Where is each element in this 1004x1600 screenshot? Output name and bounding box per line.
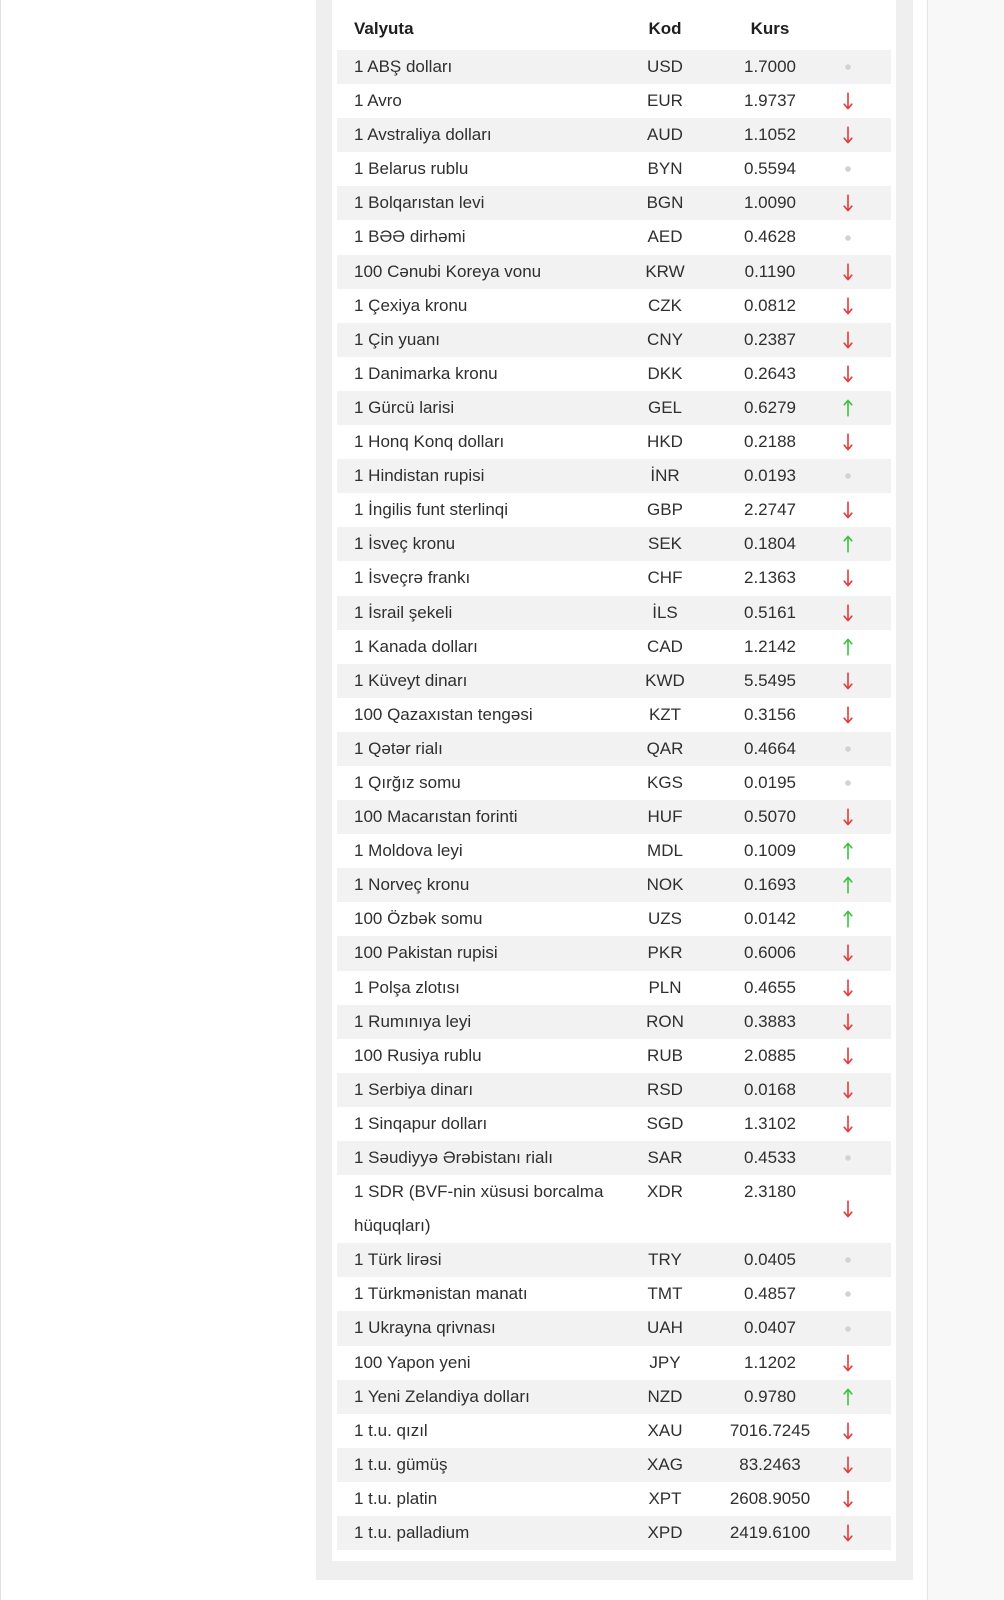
table-row [337,84,891,118]
exchange-rate: 83.2463 [718,1448,822,1482]
currency-code: MDL [647,841,683,861]
exchange-rate: 1.1052 [718,118,822,152]
currency-name: 1 Polşa zlotısı [354,977,460,997]
exchange-rate: 0.0407 [718,1311,822,1345]
currency-name: 1 Danimarka kronu [354,363,498,383]
trend-cell [822,698,891,732]
arrow-down-icon [842,944,854,962]
exchange-rate: 0.2643 [744,363,796,383]
dot-icon [842,1251,854,1269]
trend-cell [822,800,891,834]
dot-icon [842,1320,854,1338]
currency-name: 1 Qırğız somu [354,772,461,792]
arrow-down-icon [842,808,854,826]
exchange-rate: 0.0812 [744,295,796,315]
exchange-rate: 2.0885 [744,1045,796,1065]
exchange-rate: 7016.7245 [729,1420,811,1440]
table-row [337,1516,891,1550]
currency-code: İNR [612,459,718,493]
currency-code: AED [647,227,683,247]
arrow-down-icon [842,501,854,519]
exchange-rate: 0.0405 [718,1243,822,1277]
currency-code: NZD [612,1380,718,1414]
currency-name: 1 Küveyt dinarı [337,664,612,698]
table-row [337,732,891,766]
table-row [337,664,891,698]
arrow-down-icon [842,365,854,383]
table-row [337,255,891,289]
currency-code: SEK [612,527,718,561]
trend-cell [822,1175,891,1243]
trend-cell [822,1039,891,1073]
currency-code: KZT [648,704,682,724]
currency-name: 1 Kanada dolları [354,636,478,656]
exchange-rates-table [337,8,891,1550]
table-row [337,1414,891,1448]
table-row [337,1311,891,1345]
table-header-row [337,8,891,50]
currency-name: 1 Hindistan rupisi [337,459,612,493]
table-row [337,902,891,936]
page-left-edge [0,0,1,1600]
currency-code: HKD [647,432,683,452]
trend-cell [822,357,891,391]
arrow-down-icon [842,1354,854,1372]
arrow-down-icon [842,1115,854,1133]
exchange-rate: 0.6279 [718,391,822,425]
exchange-rate: 0.0168 [718,1073,822,1107]
exchange-rate: 0.2188 [744,432,796,452]
trend-cell [822,493,891,527]
arrow-up-icon [842,535,854,553]
arrow-down-icon [842,1200,854,1218]
currency-name: 1 Norveç kronu [337,868,612,902]
currency-code: NOK [612,868,718,902]
trend-cell [822,732,891,766]
currency-code: UZS [648,909,682,929]
currency-name: 1 Bolqarıstan levi [337,186,612,220]
exchange-rate: 0.0193 [718,459,822,493]
table-row [337,1277,891,1311]
table-row [337,1243,891,1277]
currency-code: DKK [647,363,683,383]
exchange-rate: 0.4655 [744,977,796,997]
table-row [337,800,891,834]
currency-name: 1 Moldova leyi [354,841,463,861]
trend-cell [822,936,891,970]
currency-name: 1 Honq Konq dolları [354,432,505,452]
exchange-rate: 0.5070 [718,800,822,834]
table-row [337,289,891,323]
arrow-up-icon [842,399,854,417]
trend-cell [822,1277,891,1311]
currency-name: 1 Sinqapur dolları [354,1113,488,1133]
trend-cell [822,186,891,220]
table-row [337,1141,891,1175]
trend-cell [822,220,891,254]
column-header-rate: Kurs [718,8,822,50]
currency-code: PLN [648,977,682,997]
table-row [337,868,891,902]
arrow-down-icon [842,263,854,281]
arrow-down-icon [842,979,854,997]
trend-cell [822,596,891,630]
exchange-rate: 2.2747 [744,500,796,520]
arrow-down-icon [842,569,854,587]
trend-cell [822,1243,891,1277]
dot-icon [842,740,854,758]
exchange-rate: 0.4628 [744,227,796,247]
currency-code: XDR [647,1182,683,1202]
currency-code: SAR [612,1141,718,1175]
currency-code: CAD [647,636,683,656]
currency-code: KRW [612,255,718,289]
arrow-down-icon [842,1081,854,1099]
arrow-down-icon [842,1456,854,1474]
currency-code: JPY [649,1352,681,1372]
trend-cell [822,1005,891,1039]
exchange-rate: 0.6006 [718,936,822,970]
exchange-rate: 1.3102 [744,1113,796,1133]
trend-cell [822,255,891,289]
table-row [337,1073,891,1107]
column-header-currency: Valyuta [337,8,612,50]
currency-code: GBP [647,500,683,520]
currency-name: 1 Qətər rialı [337,732,612,766]
table-row [337,425,891,459]
table-row [337,357,891,391]
currency-code: CHF [647,568,683,588]
currency-name: 100 Macarıstan forinti [337,800,612,834]
currency-code: KGS [647,772,683,792]
trend-cell [822,425,891,459]
currency-code: BYN [647,159,683,179]
trend-cell [822,1414,891,1448]
exchange-rate: 0.0195 [744,772,796,792]
table-row [337,459,891,493]
currency-name: 1 İsveçrə frankı [354,568,471,588]
trend-cell [822,1516,891,1550]
exchange-rate: 2419.6100 [718,1516,822,1550]
dot-icon [842,58,854,76]
exchange-rate: 0.9780 [718,1380,822,1414]
trend-cell [822,1073,891,1107]
currency-name: 1 t.u. palladium [337,1516,612,1550]
currency-name: 100 Özbək somu [354,909,483,929]
column-header-code: Kod [612,8,718,50]
currency-name: 1 SDR (BVF-nin xüsusi borcalma hüquqları) [354,1182,604,1236]
currency-code: RON [612,1005,718,1039]
dot-icon [842,160,854,178]
table-row [337,834,891,868]
currency-name: 1 t.u. qızıl [354,1420,428,1440]
right-sidebar-edge [927,0,1004,1600]
dot-icon [842,774,854,792]
table-row [337,596,891,630]
exchange-rate: 0.4533 [718,1141,822,1175]
currency-name: 1 Belarus rublu [354,159,469,179]
exchange-rate: 1.7000 [718,50,822,84]
currency-name: 100 Cənubi Koreya vonu [337,255,612,289]
exchange-rate: 2.3180 [744,1182,796,1202]
currency-name: 1 Çin yuanı [337,323,612,357]
currency-name: 1 Yeni Zelandiya dolları [337,1380,612,1414]
currency-name: 1 İsveç kronu [337,527,612,561]
currency-name: 1 İngilis funt sterlinqi [354,500,509,520]
exchange-rate: 5.5495 [718,664,822,698]
trend-cell [822,50,891,84]
currency-name: 1 İsrail şekeli [337,596,612,630]
currency-name: 100 Pakistan rupisi [337,936,612,970]
table-row [337,971,891,1005]
trend-cell [822,766,891,800]
trend-cell [822,1482,891,1516]
currency-name: 1 Avstraliya dolları [337,118,612,152]
currency-name: 100 Yapon yeni [354,1352,471,1372]
currency-code: XPT [648,1488,682,1508]
currency-name: 1 t.u. gümüş [337,1448,612,1482]
exchange-rate: 0.3883 [718,1005,822,1039]
table-row [337,1380,891,1414]
table-row [337,936,891,970]
arrow-down-icon [842,672,854,690]
arrow-down-icon [842,194,854,212]
arrow-down-icon [842,126,854,144]
table-row [337,391,891,425]
arrow-down-icon [842,1524,854,1542]
arrow-down-icon [842,433,854,451]
table-row [337,1482,891,1516]
table-row [337,1448,891,1482]
currency-code: XAG [612,1448,718,1482]
currency-code: CZK [648,295,682,315]
currency-name: 1 BƏƏ dirhəmi [354,227,466,247]
exchange-rate: 2608.9050 [729,1488,811,1508]
exchange-rate: 0.2387 [718,323,822,357]
trend-cell [822,834,891,868]
trend-cell [822,1107,891,1141]
currency-code: TMT [647,1284,683,1304]
currency-code: TRY [612,1243,718,1277]
trend-cell [822,1311,891,1345]
exchange-rate: 0.3156 [744,704,796,724]
currency-code: UAH [612,1311,718,1345]
rates-card [332,0,896,1561]
currency-name: 1 Rumınıya leyi [337,1005,612,1039]
table-row [337,493,891,527]
arrow-up-icon [842,842,854,860]
currency-code: KWD [612,664,718,698]
exchange-rate: 0.4857 [744,1284,796,1304]
exchange-rate: 1.1202 [744,1352,796,1372]
currency-name: 1 Türk lirəsi [337,1243,612,1277]
trend-cell [822,459,891,493]
exchange-rate: 0.1190 [718,255,822,289]
exchange-rate: 0.5161 [718,596,822,630]
column-header-trend [822,8,891,50]
arrow-up-icon [842,638,854,656]
trend-cell [822,868,891,902]
trend-cell [822,1346,891,1380]
currency-code: BGN [612,186,718,220]
currency-name: 1 Səudiyyə Ərəbistanı rialı [337,1141,612,1175]
currency-name: 1 Gürcü larisi [337,391,612,425]
exchange-rate: 1.2142 [744,636,796,656]
arrow-up-icon [842,876,854,894]
table-row [337,698,891,732]
currency-code: PKR [612,936,718,970]
trend-cell [822,561,891,595]
currency-name: 1 Çexiya kronu [354,295,468,315]
trend-cell [822,1380,891,1414]
table-row [337,1346,891,1380]
arrow-down-icon [842,706,854,724]
table-row [337,323,891,357]
currency-name: 1 Ukrayna qrivnası [337,1311,612,1345]
exchange-rate: 0.1804 [718,527,822,561]
arrow-down-icon [842,1422,854,1440]
currency-code: CNY [612,323,718,357]
arrow-down-icon [842,331,854,349]
currency-code: XAU [647,1420,683,1440]
currency-code: AUD [612,118,718,152]
arrow-down-icon [842,297,854,315]
exchange-rate: 0.1693 [718,868,822,902]
trend-cell [822,1448,891,1482]
currency-code: XPD [612,1516,718,1550]
arrow-down-icon [842,1047,854,1065]
arrow-up-icon [842,1388,854,1406]
trend-cell [822,1141,891,1175]
table-row [337,1107,891,1141]
exchange-rate: 0.0142 [744,909,796,929]
trend-cell [822,84,891,118]
currency-code: SGD [646,1113,684,1133]
table-row [337,50,891,84]
dot-icon [842,229,854,247]
currency-name: 100 Qazaxıstan tengəsi [354,704,533,724]
table-row [337,1005,891,1039]
exchange-rate: 0.4664 [718,732,822,766]
currency-code: USD [612,50,718,84]
currency-code: EUR [647,91,683,111]
trend-cell [822,391,891,425]
trend-cell [822,289,891,323]
exchange-rate: 1.9737 [744,91,796,111]
dot-icon [842,1149,854,1167]
table-row [337,630,891,664]
trend-cell [822,152,891,186]
table-row [337,118,891,152]
currency-code: RUB [647,1045,683,1065]
currency-code: QAR [612,732,718,766]
currency-name: 1 Serbiya dinarı [337,1073,612,1107]
currency-code: HUF [612,800,718,834]
currency-name: 100 Rusiya rublu [354,1045,482,1065]
rates-table-body [337,50,891,1550]
arrow-down-icon [842,1013,854,1031]
table-row [337,1175,891,1243]
exchange-rate: 0.1009 [744,841,796,861]
table-row [337,186,891,220]
currency-code: İLS [612,596,718,630]
currency-code: RSD [612,1073,718,1107]
trend-cell [822,527,891,561]
currency-name: 1 Avro [354,91,402,111]
arrow-up-icon [842,910,854,928]
exchange-rate: 1.0090 [718,186,822,220]
arrow-down-icon [842,1490,854,1508]
currency-name: 1 t.u. platin [354,1488,438,1508]
table-row [337,527,891,561]
trend-cell [822,902,891,936]
table-row [337,220,891,254]
rates-panel [316,0,913,1580]
trend-cell [822,118,891,152]
exchange-rate: 0.5594 [744,159,796,179]
exchange-rate: 2.1363 [744,568,796,588]
currency-code: GEL [612,391,718,425]
trend-cell [822,323,891,357]
table-row [337,1039,891,1073]
arrow-down-icon [842,604,854,622]
arrow-down-icon [842,92,854,110]
trend-cell [822,971,891,1005]
trend-cell [822,664,891,698]
dot-icon [842,467,854,485]
table-row [337,561,891,595]
table-row [337,766,891,800]
currency-name: 1 Türkmənistan manatı [354,1284,528,1304]
currency-name: 1 ABŞ dolları [337,50,612,84]
table-row [337,152,891,186]
trend-cell [822,630,891,664]
dot-icon [842,1285,854,1303]
